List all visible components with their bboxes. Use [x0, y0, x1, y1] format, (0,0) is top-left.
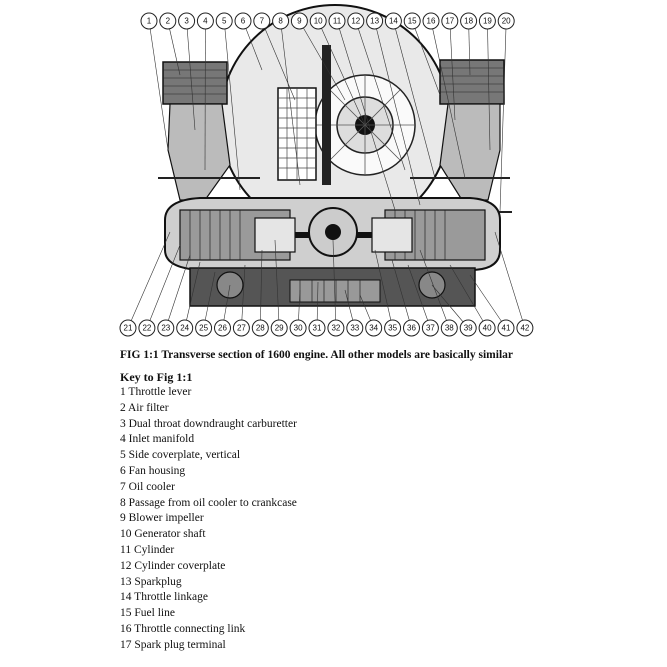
callout-number: 35: [388, 323, 398, 333]
engine-drawing: [158, 5, 512, 306]
callout-number: 41: [501, 323, 511, 333]
callout-number: 15: [407, 16, 417, 26]
key-item: 16 Throttle connecting link: [120, 622, 246, 635]
callout-number: 34: [369, 323, 379, 333]
callout-number: 1: [146, 16, 152, 26]
key-item: 1 Throttle lever: [120, 386, 192, 398]
callout-number: 19: [482, 16, 492, 26]
key-item: 7 Oil cooler: [120, 480, 175, 493]
callout-number: 2: [165, 16, 171, 26]
leader-line: [495, 232, 525, 328]
callout-number: 42: [520, 323, 530, 333]
key-item: 10 Generator shaft: [120, 528, 206, 541]
callout-number: 17: [445, 16, 455, 26]
key-item: 8 Passage from oil cooler to crankcase: [120, 496, 297, 509]
leader-line: [147, 245, 180, 328]
callout-number: 38: [444, 323, 454, 333]
callout-number: 13: [370, 16, 380, 26]
callout-number: 9: [297, 16, 302, 26]
callout-number: 37: [425, 323, 435, 333]
callout-number: 24: [180, 323, 190, 333]
key-item: 6 Fan housing: [120, 464, 186, 477]
callout-number: 20: [501, 16, 511, 26]
leader-line: [128, 232, 170, 328]
figure-caption: FIG 1:1 Transverse section of 1600 engine. All other models are basically similar: [120, 349, 513, 361]
callout-number: 36: [407, 323, 416, 333]
callout-number: 12: [351, 16, 361, 26]
callout-number: 14: [388, 16, 398, 26]
callout-number: 10: [313, 16, 323, 26]
callout-number: 23: [161, 323, 171, 333]
key-item: 14 Throttle linkage: [120, 591, 208, 604]
callout-number: 22: [142, 323, 152, 333]
callout-number: 32: [331, 323, 341, 333]
callout-number: 39: [463, 323, 473, 333]
key-item: 15 Fuel line: [120, 607, 175, 620]
callout-number: 4: [203, 16, 208, 26]
key-item: 9 Blower impeller: [120, 512, 204, 525]
callout-number: 5: [221, 16, 227, 26]
key-title: Key to Fig 1:1: [120, 370, 193, 384]
key-item: 3 Dual throat downdraught carburetter: [120, 417, 297, 430]
callout-number: 26: [218, 323, 227, 333]
callout-number: 16: [426, 16, 436, 26]
callout-number: 29: [274, 323, 284, 333]
key-item: 13 Sparkplug: [120, 575, 182, 588]
callout-number: 27: [236, 323, 246, 333]
callout-number: 25: [199, 323, 209, 333]
callout-number: 18: [464, 16, 474, 26]
key-item: 4 Inlet manifold: [120, 433, 195, 446]
callout-number: 40: [482, 323, 492, 333]
callout-number: 30: [293, 323, 303, 333]
callout-number: 31: [312, 323, 322, 333]
callout-number: 11: [332, 16, 342, 26]
callout-number: 21: [123, 323, 133, 333]
key-item: 17 Spark plug terminal: [120, 638, 226, 651]
callout-number: 6: [240, 16, 246, 26]
key-item: 12 Cylinder coverplate: [120, 559, 226, 572]
callout-number: 7: [259, 16, 265, 26]
callout-number: 28: [255, 323, 265, 333]
key-list: [120, 385, 297, 654]
leader-line: [500, 21, 506, 212]
key-item: 2 Air filter: [120, 401, 169, 414]
bottom-callouts: [120, 320, 533, 336]
callout-number: 33: [350, 323, 360, 333]
callout-number: 8: [278, 16, 283, 26]
key-item: 11 Cylinder: [120, 543, 175, 556]
key-item: 5 Side coverplate, vertical: [120, 449, 241, 462]
callout-number: 3: [184, 16, 189, 26]
